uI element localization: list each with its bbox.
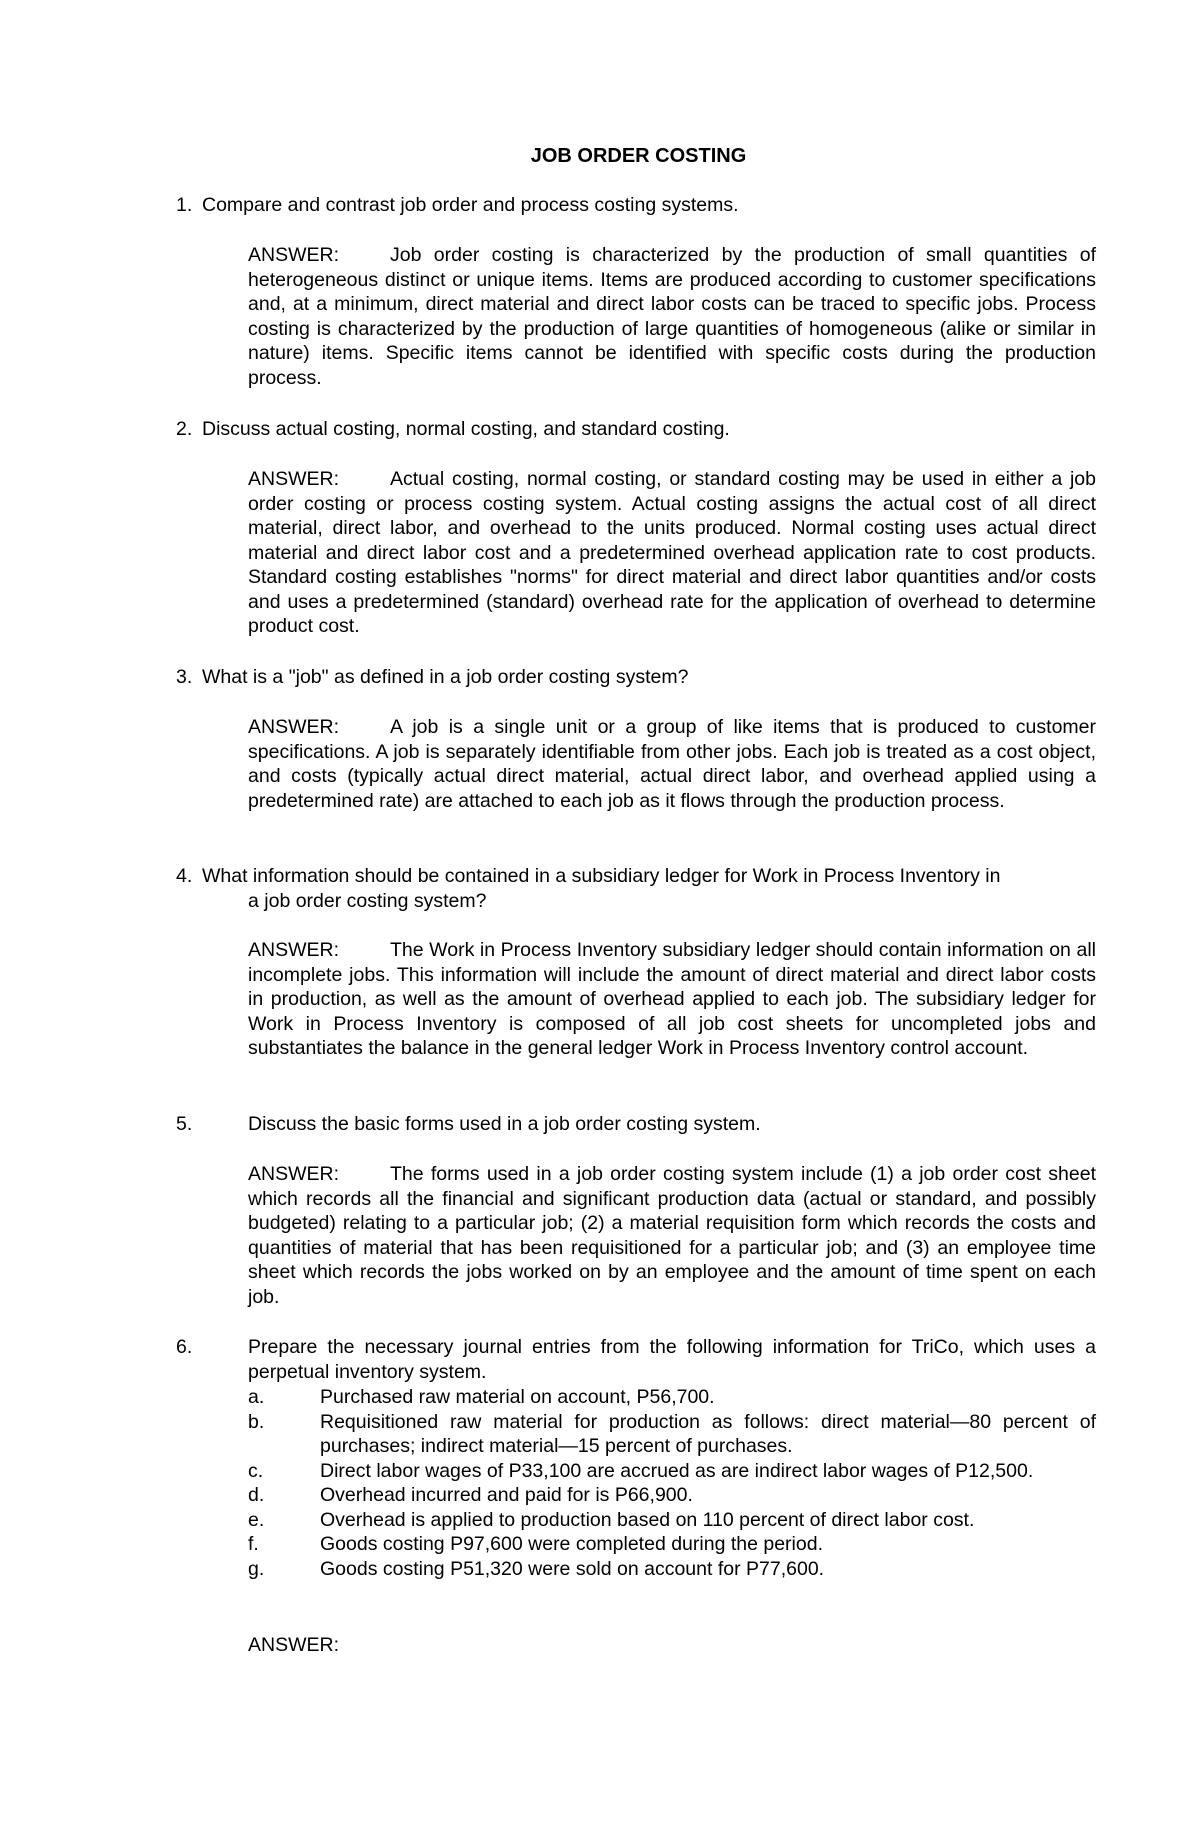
answer-3: [248, 715, 1096, 813]
answer-label: ANSWER:: [248, 939, 340, 961]
question-text: Discuss the basic forms used in a job order costing system.: [248, 1113, 761, 1135]
question-number: 4.: [176, 865, 193, 887]
item-letter: d.: [248, 1484, 265, 1506]
item-letter: f.: [248, 1533, 259, 1555]
answer-1: [248, 243, 1096, 390]
answer-label: ANSWER:: [248, 1634, 340, 1656]
question-number: 2.: [176, 418, 193, 440]
answer-label: ANSWER:: [248, 244, 340, 266]
item-letter: b.: [248, 1410, 265, 1433]
transaction-list: [248, 1385, 1096, 1581]
question-number: 1.: [176, 194, 193, 216]
question-text-line-2: a job order costing system?: [248, 890, 487, 912]
item-letter: c.: [248, 1459, 264, 1482]
answer-2: [248, 467, 1096, 639]
question-number: 5.: [176, 1113, 193, 1135]
list-item: [248, 1557, 1096, 1582]
question-text: Discuss actual costing, normal costing, and standard costing.: [202, 418, 730, 440]
item-text: Requisitioned raw material for production as follows: direct material—80 percent of purchases; indirect material—15 percent of purchases.: [320, 1410, 1096, 1457]
item-text: Goods costing P51,320 were sold on account for P77,600.: [320, 1557, 825, 1580]
item-letter: e.: [248, 1508, 265, 1531]
list-item: [248, 1410, 1096, 1459]
item-text: Direct labor wages of P33,100 are accrued as are indirect labor wages of P12,500.: [320, 1459, 1034, 1482]
page-title: JOB ORDER COSTING: [530, 145, 747, 167]
question-text-line-1: What information should be contained in a subsidiary ledger for Work in Process Inventory in: [202, 865, 1001, 887]
question-text: What is a "job" as defined in a job order costing system?: [202, 666, 689, 688]
answer-text: Job order costing is characterized by the production of small quantities of heterogeneous distinct or unique items. Items are produced according to customer specifications and, at a minimum, direct material and direct labor costs can be traced to specific jobs. Process costing is characterized by the production of large quantities of homogeneous (alike or similar in nature) items. Specific items cannot be identified with specific costs during the production process.: [248, 244, 1096, 389]
answer-label: ANSWER:: [248, 468, 340, 490]
list-item: [248, 1385, 1096, 1410]
answer-text: Actual costing, normal costing, or standard costing may be used in either a job order costing or process costing system. Actual costing assigns the actual cost of all direct material, direct labor, and overhead to the units produced. Normal costing uses actual direct material and direct labor cost and a predetermined overhead application rate to cost products. Standard costing establishes "norms" for direct material and direct labor quantities and/or costs and uses a predetermined (standard) overhead rate for the application of overhead to determine product cost.: [248, 468, 1096, 637]
item-text: Overhead incurred and paid for is P66,900.: [320, 1484, 693, 1506]
answer-text: The forms used in a job order costing system include (1) a job order cost sheet which records all the financial and significant production data (actual or standard, and possibly budgeted) relating to a particular job; (2) a material requisition form which records the costs and quantities of material that has been requisitioned for a particular job; and (3) an employee time sheet which records the jobs worked on by an employee and the amount of time spent on each job.: [248, 1163, 1096, 1308]
answer-text: A job is a single unit or a group of like items that is produced to customer specifications. A job is separately identifiable from other jobs. Each job is treated as a cost object, and costs (typically actual direct material, actual direct labor, and overhead applied using a predetermined rate) are attached to each job as it flows through the production process.: [248, 716, 1096, 812]
list-item: [248, 1508, 1096, 1533]
answer-4: [248, 938, 1096, 1061]
answer-label: ANSWER:: [248, 716, 340, 738]
item-letter: g.: [248, 1557, 265, 1580]
item-text: Purchased raw material on account, P56,700.: [320, 1386, 715, 1408]
question-text: Compare and contrast job order and process costing systems.: [202, 194, 739, 216]
answer-5: [248, 1162, 1096, 1309]
item-text: Overhead is applied to production based on 110 percent of direct labor cost.: [320, 1508, 975, 1531]
list-item: [248, 1532, 1096, 1557]
list-item: [248, 1459, 1096, 1484]
item-letter: a.: [248, 1386, 265, 1408]
answer-6: [248, 1633, 1096, 1658]
item-text: Goods costing P97,600 were completed during the period.: [320, 1533, 823, 1555]
question-number: 3.: [176, 666, 193, 688]
answer-label: ANSWER:: [248, 1163, 340, 1185]
answer-text: The Work in Process Inventory subsidiary ledger should contain information on all incomplete jobs. This information will include the amount of direct material and direct labor costs in production, as well as the amount of overhead applied to each job. The subsidiary ledger for Work in Process Inventory is composed of all job cost sheets for uncompleted jobs and substantiates the balance in the general ledger Work in Process Inventory control account.: [248, 939, 1096, 1059]
list-item: [248, 1483, 1096, 1508]
question-text: Prepare the necessary journal entries from the following information for TriCo, which uses a perpetual inventory system.: [248, 1336, 1096, 1383]
question-number: 6.: [176, 1336, 193, 1358]
